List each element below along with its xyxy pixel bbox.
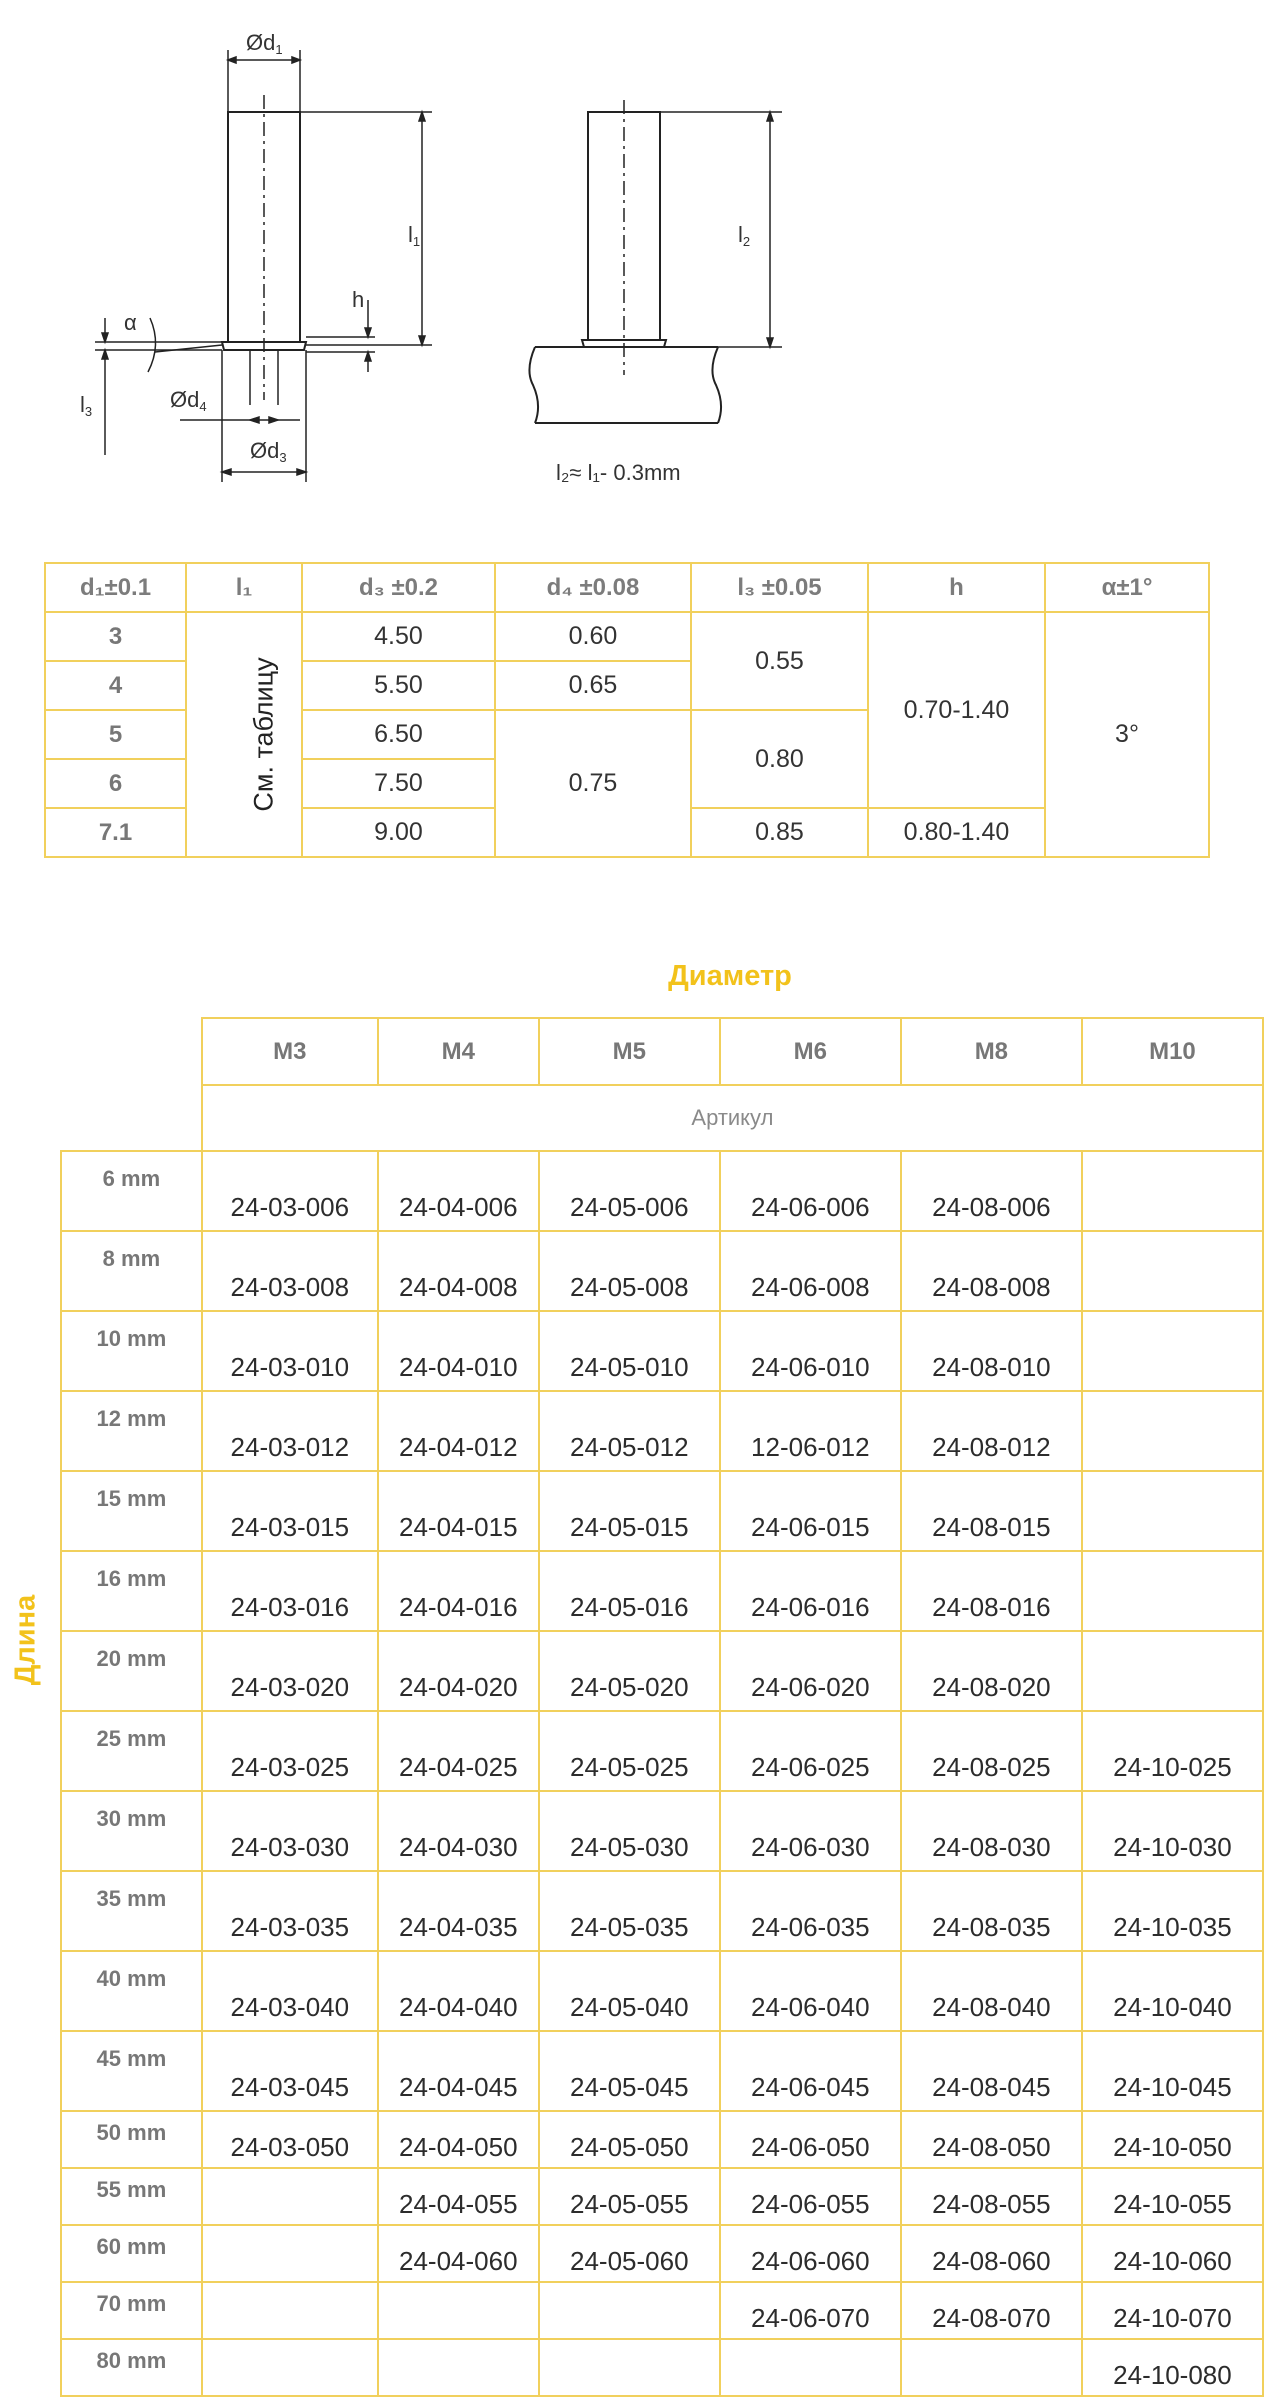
- length-label: 35 mm: [61, 1871, 202, 1951]
- article-cell: 24-03-040: [202, 1951, 378, 2031]
- length-label: 16 mm: [61, 1551, 202, 1631]
- article-cell: [202, 2168, 378, 2225]
- d1-value: 4: [45, 661, 186, 710]
- length-label: 12 mm: [61, 1391, 202, 1471]
- d3-value: 4.50: [302, 612, 495, 661]
- article-cell: 24-08-045: [901, 2031, 1082, 2111]
- table-row: [61, 1791, 1263, 1871]
- d4-value: 0.65: [495, 661, 691, 710]
- header-d4: d₄ ±0.08: [495, 563, 691, 612]
- article-cell: 24-04-015: [378, 1471, 539, 1551]
- label-l3: l3: [80, 392, 93, 419]
- article-cell: 24-03-050: [202, 2111, 378, 2168]
- article-cell: [1082, 1151, 1263, 1231]
- article-cell: [539, 2339, 720, 2396]
- article-cell: 24-08-050: [901, 2111, 1082, 2168]
- table-row: [61, 2225, 1263, 2282]
- article-cell: [378, 2282, 539, 2339]
- article-cell: 24-04-016: [378, 1551, 539, 1631]
- article-table: [60, 1017, 1264, 2397]
- spec-header-row: [45, 563, 1209, 612]
- length-label: 60 mm: [61, 2225, 202, 2282]
- article-cell: 24-08-035: [901, 1871, 1082, 1951]
- article-cell: [1082, 1391, 1263, 1471]
- d4-dimension: [180, 417, 300, 423]
- article-cell: 24-10-035: [1082, 1871, 1263, 1951]
- table-row: [61, 1871, 1263, 1951]
- article-cell: 24-08-070: [901, 2282, 1082, 2339]
- article-cell: 24-05-010: [539, 1311, 720, 1391]
- stud-side-view: [222, 95, 306, 405]
- article-cell: 24-06-055: [720, 2168, 901, 2225]
- table-row: [61, 2282, 1263, 2339]
- article-cell: 24-10-030: [1082, 1791, 1263, 1871]
- article-cell: 24-04-006: [378, 1151, 539, 1231]
- table-row: [61, 1951, 1263, 2031]
- label-d1: Ød1: [246, 30, 283, 57]
- header-d3: d₃ ±0.2: [302, 563, 495, 612]
- article-cell: 24-10-040: [1082, 1951, 1263, 2031]
- header-d1: d₁±0.1: [45, 563, 186, 612]
- article-cell: 24-04-060: [378, 2225, 539, 2282]
- column-header: M8: [901, 1018, 1082, 1085]
- table-row: [61, 1471, 1263, 1551]
- d3-value: 7.50: [302, 759, 495, 808]
- article-cell: 24-04-050: [378, 2111, 539, 2168]
- article-cell: 24-10-045: [1082, 2031, 1263, 2111]
- article-cell: 24-08-006: [901, 1151, 1082, 1231]
- article-cell: 24-04-020: [378, 1631, 539, 1711]
- article-cell: 24-05-060: [539, 2225, 720, 2282]
- article-cell: 24-06-010: [720, 1311, 901, 1391]
- length-label: 10 mm: [61, 1311, 202, 1391]
- d1-value: 6: [45, 759, 186, 808]
- article-cell: 24-03-045: [202, 2031, 378, 2111]
- table-row: [61, 2339, 1263, 2396]
- length-label: 8 mm: [61, 1231, 202, 1311]
- article-cell: 24-06-020: [720, 1631, 901, 1711]
- article-cell: 24-05-008: [539, 1231, 720, 1311]
- article-cell: 24-04-012: [378, 1391, 539, 1471]
- label-d4: Ød4: [170, 387, 207, 414]
- length-label: 6 mm: [61, 1151, 202, 1231]
- length-label: 30 mm: [61, 1791, 202, 1871]
- article-cell: 24-05-040: [539, 1951, 720, 2031]
- article-cell: 24-04-055: [378, 2168, 539, 2225]
- length-title: Длина: [9, 1594, 42, 1686]
- article-cell: 24-06-025: [720, 1711, 901, 1791]
- h-value: 0.80-1.40: [868, 808, 1045, 857]
- column-header: M4: [378, 1018, 539, 1085]
- length-label: 45 mm: [61, 2031, 202, 2111]
- article-cell: [202, 2225, 378, 2282]
- length-label: 15 mm: [61, 1471, 202, 1551]
- article-cell: 24-06-035: [720, 1871, 901, 1951]
- article-cell: 24-10-080: [1082, 2339, 1263, 2396]
- d3-value: 5.50: [302, 661, 495, 710]
- d1-value: 5: [45, 710, 186, 759]
- article-cell: 24-03-010: [202, 1311, 378, 1391]
- technical-drawing: [0, 0, 1281, 520]
- d3-value: 6.50: [302, 710, 495, 759]
- l3-value: 0.85: [691, 808, 868, 857]
- article-cell: 24-05-055: [539, 2168, 720, 2225]
- column-header: M6: [720, 1018, 901, 1085]
- article-cell: 24-06-008: [720, 1231, 901, 1311]
- diameter-title: Диаметр: [668, 960, 792, 992]
- length-label: 50 mm: [61, 2111, 202, 2168]
- article-cell: 24-08-015: [901, 1471, 1082, 1551]
- article-cell: 24-04-008: [378, 1231, 539, 1311]
- length-label: 20 mm: [61, 1631, 202, 1711]
- header-l3: l₃ ±0.05: [691, 563, 868, 612]
- article-cell: 24-05-016: [539, 1551, 720, 1631]
- article-cell: 24-06-006: [720, 1151, 901, 1231]
- h-dimension: [306, 300, 375, 372]
- article-cell: 24-06-050: [720, 2111, 901, 2168]
- article-cell: 12-06-012: [720, 1391, 901, 1471]
- article-label: Артикул: [202, 1085, 1263, 1151]
- table-row: [61, 2168, 1263, 2225]
- article-cell: 24-05-025: [539, 1711, 720, 1791]
- article-cell: 24-06-016: [720, 1551, 901, 1631]
- article-cell: 24-05-045: [539, 2031, 720, 2111]
- article-cell: 24-05-020: [539, 1631, 720, 1711]
- article-cell: [378, 2339, 539, 2396]
- article-cell: 24-06-060: [720, 2225, 901, 2282]
- length-label: 25 mm: [61, 1711, 202, 1791]
- h-value: 0.70-1.40: [868, 612, 1045, 808]
- article-cell: 24-08-016: [901, 1551, 1082, 1631]
- article-cell: 24-10-070: [1082, 2282, 1263, 2339]
- d1-value: 3: [45, 612, 186, 661]
- article-cell: [1082, 1551, 1263, 1631]
- article-cell: [901, 2339, 1082, 2396]
- column-header: M5: [539, 1018, 720, 1085]
- article-cell: 24-03-020: [202, 1631, 378, 1711]
- article-cell: 24-08-055: [901, 2168, 1082, 2225]
- l2-formula: l₂≈ l₁- 0.3mm: [556, 460, 681, 485]
- article-cell: 24-03-006: [202, 1151, 378, 1231]
- article-cell: 24-05-012: [539, 1391, 720, 1471]
- article-cell: 24-05-050: [539, 2111, 720, 2168]
- table-row: [61, 1231, 1263, 1311]
- article-cell: 24-06-015: [720, 1471, 901, 1551]
- length-label: 40 mm: [61, 1951, 202, 2031]
- article-cell: [539, 2282, 720, 2339]
- article-cell: 24-06-040: [720, 1951, 901, 2031]
- alpha-l3-dimension: [95, 318, 222, 455]
- article-cell: 24-08-060: [901, 2225, 1082, 2282]
- article-cell: 24-10-060: [1082, 2225, 1263, 2282]
- article-cell: 24-05-006: [539, 1151, 720, 1231]
- diameter-header-row: [61, 1018, 1263, 1085]
- header-alpha: α±1°: [1045, 563, 1209, 612]
- article-cell: 24-05-015: [539, 1471, 720, 1551]
- article-cell: 24-04-010: [378, 1311, 539, 1391]
- spec-table: [44, 562, 1210, 858]
- article-cell: 24-08-040: [901, 1951, 1082, 2031]
- article-cell: [1082, 1631, 1263, 1711]
- article-cell: 24-08-010: [901, 1311, 1082, 1391]
- stud-installed-view: [529, 100, 721, 423]
- table-row: [61, 1631, 1263, 1711]
- header-l1: l₁: [186, 563, 302, 612]
- article-cell: [720, 2339, 901, 2396]
- article-cell: [202, 2339, 378, 2396]
- column-header: M3: [202, 1018, 378, 1085]
- article-cell: 24-05-030: [539, 1791, 720, 1871]
- article-cell: 24-04-045: [378, 2031, 539, 2111]
- length-label: 70 mm: [61, 2282, 202, 2339]
- l3-value: 0.80: [691, 710, 868, 808]
- table-row: [61, 1151, 1263, 1231]
- table-row: [61, 1711, 1263, 1791]
- article-label-row: [61, 1085, 1263, 1151]
- article-cell: 24-08-030: [901, 1791, 1082, 1871]
- article-cell: 24-03-012: [202, 1391, 378, 1471]
- article-cell: 24-06-070: [720, 2282, 901, 2339]
- article-cell: 24-03-035: [202, 1871, 378, 1951]
- spec-row: [45, 612, 1209, 661]
- alpha-value: 3°: [1045, 612, 1209, 857]
- d3-value: 9.00: [302, 808, 495, 857]
- article-cell: [1082, 1471, 1263, 1551]
- article-cell: 24-03-015: [202, 1471, 378, 1551]
- article-cell: 24-10-055: [1082, 2168, 1263, 2225]
- label-h: h: [352, 287, 365, 312]
- article-cell: 24-10-025: [1082, 1711, 1263, 1791]
- article-cell: 24-04-030: [378, 1791, 539, 1871]
- article-cell: 24-04-025: [378, 1711, 539, 1791]
- article-cell: 24-04-040: [378, 1951, 539, 2031]
- length-label: 55 mm: [61, 2168, 202, 2225]
- l1-note-cell: [186, 612, 302, 857]
- label-l1: l1: [408, 222, 421, 249]
- article-cell: [202, 2282, 378, 2339]
- table-row: [61, 2031, 1263, 2111]
- article-cell: 24-03-030: [202, 1791, 378, 1871]
- article-cell: [1082, 1311, 1263, 1391]
- article-cell: 24-03-016: [202, 1551, 378, 1631]
- article-cell: 24-03-008: [202, 1231, 378, 1311]
- header-h: h: [868, 563, 1045, 612]
- article-cell: 24-08-012: [901, 1391, 1082, 1471]
- column-header: M10: [1082, 1018, 1263, 1085]
- table-row: [61, 1311, 1263, 1391]
- table-row: [61, 2111, 1263, 2168]
- l1-note: См. таблицу: [248, 657, 279, 812]
- l3-value: 0.55: [691, 612, 868, 710]
- table-row: [61, 1391, 1263, 1471]
- article-cell: [1082, 1231, 1263, 1311]
- label-l2: l2: [738, 222, 751, 249]
- article-cell: 24-08-025: [901, 1711, 1082, 1791]
- length-label: 80 mm: [61, 2339, 202, 2396]
- label-alpha: α: [124, 310, 137, 335]
- article-cell: 24-08-008: [901, 1231, 1082, 1311]
- d4-value: 0.60: [495, 612, 691, 661]
- label-d3: Ød3: [250, 438, 287, 465]
- article-cell: 24-06-045: [720, 2031, 901, 2111]
- article-cell: 24-04-035: [378, 1871, 539, 1951]
- l2-dimension: [660, 112, 782, 347]
- article-cell: 24-05-035: [539, 1871, 720, 1951]
- d4-value: 0.75: [495, 710, 691, 857]
- article-cell: 24-08-020: [901, 1631, 1082, 1711]
- article-cell: 24-06-030: [720, 1791, 901, 1871]
- article-cell: 24-10-050: [1082, 2111, 1263, 2168]
- d1-value: 7.1: [45, 808, 186, 857]
- article-cell: 24-03-025: [202, 1711, 378, 1791]
- table-row: [61, 1551, 1263, 1631]
